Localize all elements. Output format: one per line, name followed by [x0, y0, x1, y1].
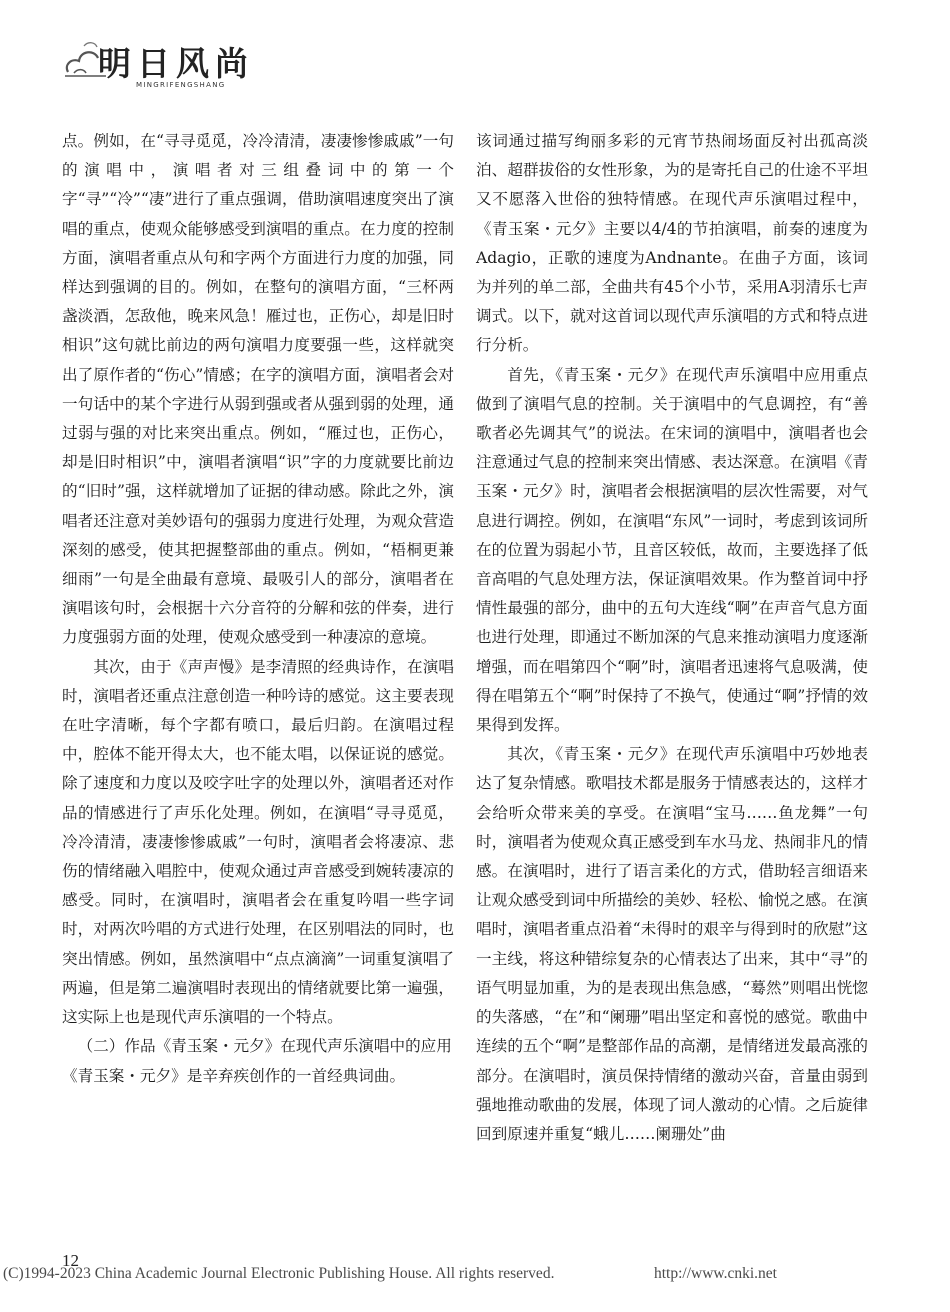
right-column	[476, 127, 868, 1149]
logo-subtitle: MINGRIFENGSHANG	[136, 81, 226, 89]
paragraph: 该词通过描写绚丽多彩的元宵节热闹场面反衬出孤高淡泊、超群拔俗的女性形象，为的是寄托自己的仕途不平坦又不愿落入世俗的独特情感。在现代声乐演唱过程中，《青玉案・元夕》主要以4/4的节拍演唱，前奏的速度为Adagio，正歌的速度为Andnante。在曲子方面，该词为并列的单二部，全曲共有45个小节，采用A羽清乐七声调式。以下，就对这首词以现代声乐演唱的方式和特点进行分析。	[476, 132, 868, 355]
cnki-link[interactable]: http://www.cnki.net	[654, 1265, 777, 1282]
left-column	[62, 127, 454, 1091]
logo-text: 明日风尚	[98, 44, 254, 83]
paragraph: 《青玉案・元夕》是辛弃疾创作的一首经典词曲。	[62, 1066, 406, 1085]
section-heading: （二）作品《青玉案・元夕》在现代声乐演唱中的应用	[77, 1037, 452, 1056]
journal-logo	[62, 32, 262, 94]
copyright-notice: (C)1994-2023 China Academic Journal Electronic Publishing House. All rights reserved.	[3, 1265, 555, 1282]
paragraph: 点。例如，在“寻寻觅觅，冷冷清清，凄凄惨惨戚戚”一句的演唱中，演唱者对三组叠词中的第一个字“寻”“冷”“凄”进行了重点强调，借助演唱速度突出了演唱的重点，使观众能够感受到演唱的重点。在力度的控制方面，演唱者重点从句和字两个方面进行力度的加强，同样达到强调的目的。例如，在整句的演唱方面，“三杯两盏淡酒，怎敌他，晚来风急！雁过也，正伤心，却是旧时相识”这句就比前边的两句演唱力度要强一些，这样就突出了原作者的“伤心”情感；在字的演唱方面，演唱者会对一句话中的某个字进行从弱到强或者从强到弱的处理，通过弱与强的对比来突出重点。例如，“雁过也，正伤心，却是旧时相识”中，演唱者演唱“识”字的力度就要比前边的“旧时”强，这样就增加了证据的律动感。除此之外，演唱者还注意对美妙语句的强弱力度进行处理，为观众营造深刻的感受，使其把握整部曲的重点。例如，“梧桐更兼细雨”一句是全曲最有意境、最吸引人的部分，演唱者在演唱该句时，会根据十六分音符的分解和弦的伴奏，进行力度强弱方面的处理，使观众感受到一种凄凉的意境。	[62, 132, 454, 647]
paragraph: 其次，《青玉案・元夕》在现代声乐演唱中巧妙地表达了复杂情感。歌唱技术都是服务于情感表达的，这样才会给听众带来美的享受。在演唱“宝马……鱼龙舞”一句时，演唱者为使观众真正感受到车水马龙、热闹非凡的情感。在演唱时，进行了语言柔化的方式，借助轻言细语来让观众感受到词中所描绘的美妙、轻松、愉悦之感。在演唱时，演唱者重点沿着“未得时的艰辛与得到时的欣慰”这一主线，将这种错综复杂的心情表达了出来，其中“寻”的语气明显加重，为的是表现出焦急感，“蓦然”则唱出恍惚的失落感，“在”和“阑珊”唱出坚定和喜悦的感觉。歌曲中连续的五个“啊”是整部作品的高潮，是情绪迸发最高涨的部分。在演唱时，演员保持情绪的激动兴奋，音量由弱到强地推动歌曲的发展，体现了词人激动的心情。之后旋律回到原速并重复“蛾儿……阑珊处”曲	[476, 745, 868, 1143]
paragraph: 其次，由于《声声慢》是李清照的经典诗作，在演唱时，演唱者还重点注意创造一种吟诗的感觉。这主要表现在吐字清晰，每个字都有喷口，最后归韵。在演唱过程中，腔体不能开得太大，也不能太唱，以保证说的感觉。除了速度和力度以及咬字吐字的处理以外，演唱者还对作品的情感进行了声乐化处理。例如，在演唱“寻寻觅觅，冷冷清清，凄凄惨惨戚戚”一句时，演唱者会将凄凉、悲伤的情绪融入唱腔中，使观众通过声音感受到婉转凄凉的感受。同时，在演唱时，演唱者会在重复吟唱一些字词时，对两次吟唱的方式进行处理，在区别唱法的同时，也突出情感。例如，虽然演唱中“点点滴滴”一词重复演唱了两遍，但是第二遍演唱时表现出的情绪就要比第一遍强，这实际上也是现代声乐演唱的一个特点。	[62, 657, 454, 1027]
paragraph: 首先，《青玉案・元夕》在现代声乐演唱中应用重点做到了演唱气息的控制。关于演唱中的气息调控，有“善歌者必先调其气”的说法。在宋词的演唱中，演唱者也会注意通过气息的控制来突出情感、表达深意。在演唱《青玉案・元夕》时，演唱者会根据演唱的层次性需要，对气息进行调控。例如，在演唱“东风”一词时，考虑到该词所在的位置为弱起小节，且音区较低，故而，主要选择了低音高唱的气息处理方法，保证演唱效果。作为整首词中抒情性最强的部分，曲中的五句大连线“啊”在声音气息方面也进行处理，即通过不断加深的气息来推动演唱力度逐渐增强，而在唱第四个“啊”时，演唱者迅速将气息吸满，使得在唱第五个“啊”时保持了不换气，使通过“啊”抒情的效果得到发挥。	[476, 365, 868, 735]
page-number: 12	[62, 1251, 79, 1270]
